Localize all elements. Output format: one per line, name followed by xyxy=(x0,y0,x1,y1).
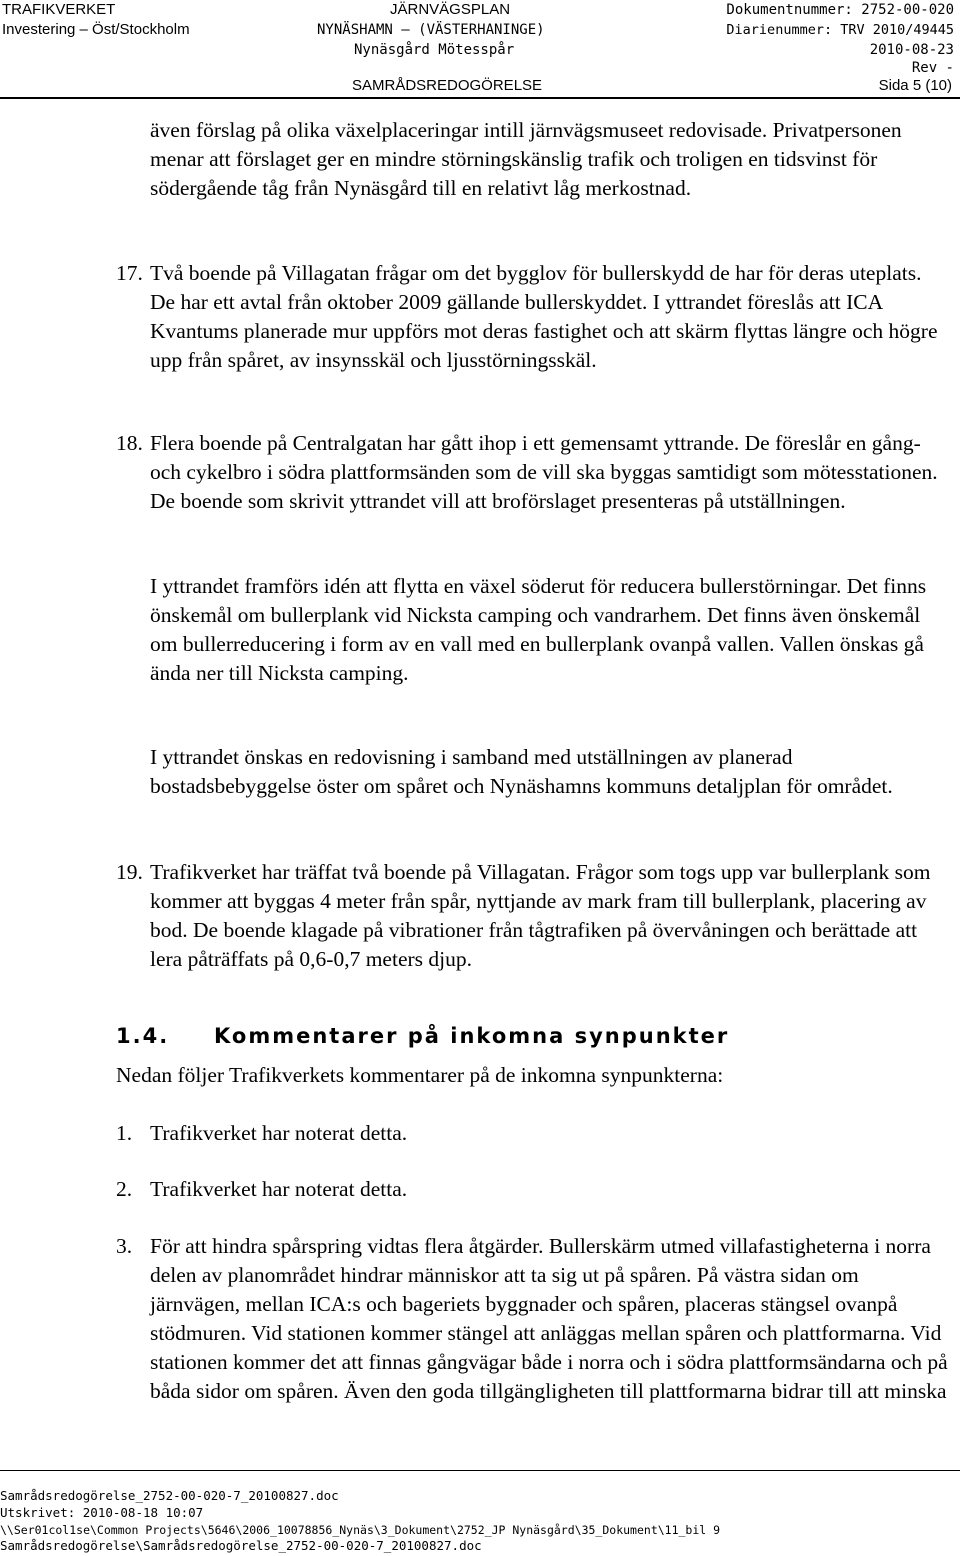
section-number: 1.4. xyxy=(116,1024,170,1048)
item-17-number: 17. xyxy=(116,261,143,285)
comment-1-number: 1. xyxy=(116,1121,133,1145)
header-org: TRAFIKVERKET xyxy=(2,1,116,18)
footer-printed-date: Utskrivet: 2010-08-18 10:07 xyxy=(0,1505,204,1520)
section-heading xyxy=(116,1022,729,1050)
item-19-text: Trafikverket har träffat två boende på Villagatan. Frågor som togs upp var bullerplank som kommer att byggas 4 meter från spår, nyttjande av mark fram till bullerplank, placering av bod. De boende klagade på vibrationer från tågtrafiken på övervåningen och berättade att lera påträffats på 0,6-0,7 meters djup. xyxy=(150,860,931,971)
header-plan-project: Nynäsgård Mötesspår xyxy=(354,42,515,58)
header-rev: Rev - xyxy=(911,60,954,76)
footer-divider xyxy=(0,1470,960,1471)
header-page-number: Sida 5 (10) xyxy=(878,77,952,94)
item-18-number: 18. xyxy=(116,431,143,455)
item-19-number: 19. xyxy=(116,860,143,884)
header-doc-number: Dokumentnummer: 2752-00-020 xyxy=(726,2,954,18)
header-date: 2010-08-23 xyxy=(869,42,954,58)
header-divider xyxy=(0,97,960,99)
item-16-continuation: även förslag på olika växelplaceringar intill järnvägsmuseet redovisade. Privatpersonen menar att förslaget ger en mindre störningskänslig trafik och troligen en tidsvinst för södergående tåg från Nynäsgård till en relativt låg merkostnad. xyxy=(150,118,902,200)
comment-3-text: För att hindra spårspring vidtas flera åtgärder. Bullerskärm utmed villafastigheterna i norra delen av planområdet hindrar människor att ta sig ut på spåren. På västra sidan om järnvägen, mellan ICA:s och bageriets byggnader och spåren, placeras stängsel ovanpå stödmuren. Vid stationen kommer stängel att anläggas mellan spåren och plattformarna. Vid stationen kommer det att finnas gångvägar både i norra och i södra plattformsändarna och på båda sidor om spåren. Även den goda tillgängligheten till plattformarna bidrar till att minska xyxy=(150,1234,948,1403)
comment-1-text: Trafikverket har noterat detta. xyxy=(150,1121,408,1145)
comments-intro: Nedan följer Trafikverkets kommentarer på de inkomna synpunkterna: xyxy=(116,1063,724,1087)
section-title: Kommentarer på inkomna synpunkter xyxy=(214,1024,730,1048)
footer-path-line-1: \\Ser01col1se\Common Projects\5646\2006_10078856_Nynäs\3_Dokument\2752_JP Nynäsgård\35_Dokument\11_bil 9 xyxy=(0,1523,721,1537)
item-18-paragraph-2: I yttrandet framförs idén att flytta en växel söderut för reducera bullerstörningar. Det finns önskemål om bullerplank vid Nicksta camping och vandrarhem. Det finns även önskemål om bullerreducering i form av en vall med en bullerplank ovanpå vallen. Vallen önskas gå ända ner till Nicksta camping. xyxy=(150,574,927,685)
header-plan-area: NYNÄSHAMN – (VÄSTERHANINGE) xyxy=(317,22,545,38)
header-plan-type: JÄRNVÄGSPLAN xyxy=(390,1,511,18)
header-doc-title: SAMRÅDSREDOGÖRELSE xyxy=(352,77,543,94)
item-18-paragraph-3: I yttrandet önskas en redovisning i samband med utställningen av planerad bostadsbebyggelse öster om spåret och Nynäshamns kommuns detaljplan för området. xyxy=(150,745,893,798)
item-18-text: Flera boende på Centralgatan har gått ihop i ett gemensamt yttrande. De föreslår en gång- och cykelbro i södra plattformsänden som de vill ska byggas samtidigt som mötesstationen. De boende som skrivit yttrandet vill att broförslaget presenteras på utställningen. xyxy=(150,431,938,513)
comment-2-number: 2. xyxy=(116,1177,133,1201)
footer-filename: Samrådsredogörelse_2752-00-020-7_20100827.doc xyxy=(0,1488,339,1503)
comment-2-text: Trafikverket har noterat detta. xyxy=(150,1177,408,1201)
comment-3-number: 3. xyxy=(116,1234,133,1258)
header-org-sub: Investering – Öst/Stockholm xyxy=(2,21,190,38)
footer-path-line-2: Samrådsredogörelse\Samrådsredogörelse_2752-00-020-7_20100827.doc xyxy=(0,1538,482,1553)
header-diary-number: Diarienummer: TRV 2010/49445 xyxy=(726,22,954,38)
item-17-text: Två boende på Villagatan frågar om det bygglov för bullerskydd de har för deras uteplats. De har ett avtal från oktober 2009 gällande bullerskyddet. I yttrandet föreslås att ICA Kvantums planerade mur uppförs mot deras fastighet och att skärm flyttas längre och högre upp från spåret, av insynsskäl och ljusstörningsskäl. xyxy=(150,261,938,372)
